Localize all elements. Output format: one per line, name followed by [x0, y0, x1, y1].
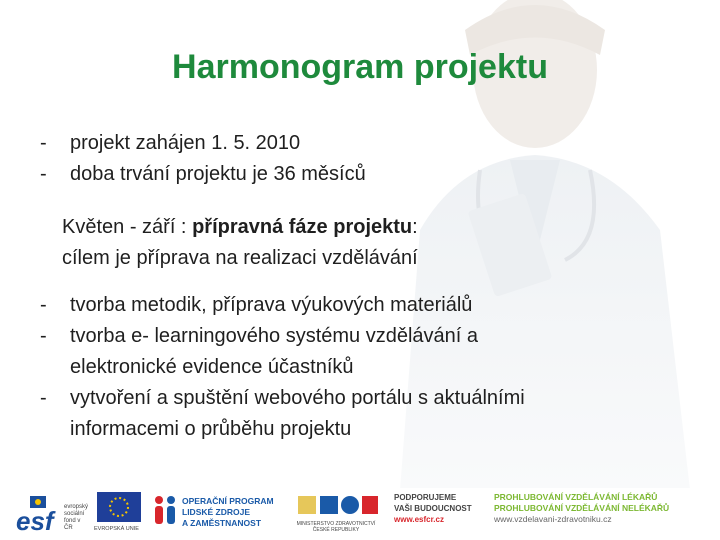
slide-title: Harmonogram projektu	[172, 48, 548, 86]
eu-logo	[94, 492, 146, 536]
project-logo	[494, 492, 716, 536]
ministry-line: MINISTERSTVO ZDRAVOTNICTVÍ	[296, 521, 376, 527]
esf-logo	[10, 492, 90, 536]
ministry-logo	[292, 490, 382, 536]
esf-logo-text: esf	[16, 506, 54, 536]
op-lzz-logo	[152, 492, 282, 536]
support-url: www.esfcr.cz	[394, 515, 444, 524]
eu-text: EVROPSKÁ UNIE	[94, 526, 139, 532]
phase-item-text: tvorba e- learningového systému vzdělávání a	[70, 325, 479, 347]
ministry-text	[292, 521, 380, 533]
op-people-icon	[152, 494, 178, 528]
op-line: A ZAMĚSTNANOST	[182, 518, 262, 528]
project-line: PROHLUBOVÁNÍ VZDĚLÁVÁNÍ NELÉKAŘŮ	[494, 503, 670, 513]
phase-item-text: vytvoření a spuštění webového portálu s aktuálními	[70, 387, 525, 409]
ministry-emblem-icon	[294, 490, 380, 520]
phase-description	[62, 212, 660, 274]
esf-line: evropský	[64, 504, 89, 510]
op-line: OPERAČNÍ PROGRAM	[182, 496, 274, 506]
op-line: LIDSKÉ ZDROJE	[182, 507, 251, 517]
bullet-dash: -	[40, 132, 47, 154]
eu-flag-icon	[97, 492, 141, 522]
project-url: www.vzdelavani-zdravotniku.cz	[494, 514, 612, 524]
phase-prefix: Květen - září :	[62, 216, 193, 238]
logo-bar	[0, 488, 720, 540]
phase-name: přípravná fáze projektu	[192, 216, 413, 238]
phase-suffix: :	[412, 216, 418, 238]
intro-item	[40, 159, 660, 190]
support-line: VAŠI BUDOUCNOST	[394, 504, 472, 513]
support-line: PODPORUJEME	[394, 493, 457, 502]
phase-item-text-cont: elektronické evidence účastníků	[70, 356, 354, 378]
phase-item	[40, 290, 660, 321]
bullet-dash: -	[40, 294, 47, 316]
intro-item	[40, 128, 660, 159]
bullet-dash: -	[40, 387, 47, 409]
ministry-line: ČESKÉ REPUBLIKY	[312, 527, 360, 533]
phase-item-text: tvorba metodik, příprava výukových materiálů	[70, 294, 473, 316]
phase-goal: cílem je příprava na realizaci vzdělávání	[62, 247, 418, 269]
bullet-dash: -	[40, 163, 47, 185]
intro-item-text: projekt zahájen 1. 5. 2010	[70, 132, 301, 154]
phase-item	[40, 321, 660, 383]
phase-item	[40, 383, 660, 445]
phase-line	[62, 212, 660, 243]
intro-item-text: doba trvání projektu je 36 měsíců	[70, 163, 366, 185]
project-line: PROHLUBOVÁNÍ VZDĚLÁVÁNÍ LÉKAŘŮ	[494, 492, 658, 502]
op-text	[182, 496, 274, 529]
slide-content	[40, 128, 660, 445]
esf-line: fond v ČR	[64, 518, 81, 531]
bullet-dash: -	[40, 325, 47, 347]
esf-line: sociální	[64, 511, 85, 517]
project-text	[494, 492, 716, 525]
support-text	[394, 492, 484, 525]
esf-subtext	[64, 504, 90, 532]
support-logo	[394, 492, 484, 536]
phase-item-text-cont: informacemi o průběhu projektu	[70, 418, 352, 440]
